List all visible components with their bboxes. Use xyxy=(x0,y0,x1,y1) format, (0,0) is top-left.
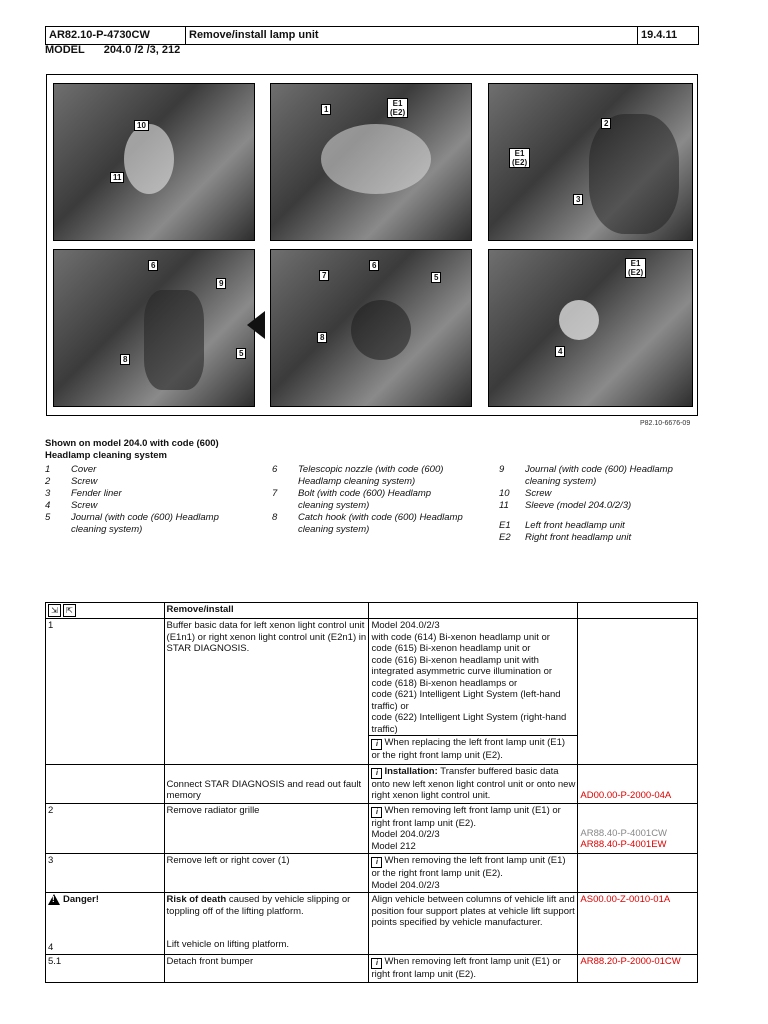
warning-triangle-icon xyxy=(48,894,60,905)
legend-item: 10 Screw xyxy=(499,488,552,499)
figure-reference: P82.10-6676-09 xyxy=(640,420,691,427)
reference-link[interactable]: AR88.40-P-4001CW xyxy=(580,827,668,839)
header-icons-cell xyxy=(46,603,165,619)
legend-item: 1 Cover xyxy=(45,464,97,475)
step-action: Buffer basic data for left xenon light control unit (E1n1) or right xenon light control unit (E2n1) in STAR DIAGNOSIS. xyxy=(164,619,369,765)
legend-item: 4 Screw xyxy=(45,500,98,511)
callout-1: 1 xyxy=(321,104,331,115)
step-ref xyxy=(578,803,698,854)
legend-column-1 xyxy=(45,464,255,536)
header-empty xyxy=(578,603,698,619)
remove-icon: ⇲ xyxy=(48,604,61,617)
direction-arrow xyxy=(247,311,265,339)
legend-column-3 xyxy=(499,464,699,544)
danger-cell: ! Danger! 4 xyxy=(46,893,165,955)
legend-item: 8 Catch hook (with code (600) Headlamp cleaning system) xyxy=(272,512,463,535)
callout-10: 10 xyxy=(134,120,149,131)
step-number xyxy=(46,764,165,803)
table-row xyxy=(46,854,698,893)
step-ref xyxy=(578,955,698,983)
step-action: Risk of death caused by vehicle slipping or toppling off of the lifting platform. Lift vehicle on lifting platform. xyxy=(164,893,369,955)
table-row-danger xyxy=(46,893,698,955)
callout-5-left: 5 xyxy=(236,348,246,359)
step-action: Remove left or right cover (1) xyxy=(164,854,369,893)
photo-fluid-reservoir xyxy=(53,83,255,241)
model-label: MODEL xyxy=(45,44,85,56)
legend-heading-system: Headlamp cleaning system xyxy=(45,450,167,461)
photo-nozzle-closeup xyxy=(53,249,255,407)
install-icon: ⇱ xyxy=(63,604,76,617)
callout-e1-e2-top: E1 (E2) xyxy=(387,98,408,118)
callout-9: 9 xyxy=(216,278,226,289)
callout-4: 4 xyxy=(555,346,565,357)
step-ref xyxy=(578,893,698,955)
legend-item: 6 Telescopic nozzle (with code (600) Headlamp cleaning system) xyxy=(272,464,444,487)
illustration-figure xyxy=(46,74,698,416)
legend-column-2 xyxy=(272,464,467,536)
legend-item: 11 Sleeve (model 204.0/2/3) xyxy=(499,500,632,511)
step-action: Remove radiator grille xyxy=(164,803,369,854)
info-icon: i xyxy=(371,739,382,750)
table-header-row xyxy=(46,603,698,619)
legend-item: 5 Journal (with code (600) Headlamp cleaning system) xyxy=(45,512,219,535)
legend-item: 3 Fender liner xyxy=(45,488,122,499)
model-value: 204.0 /2 /3, 212 xyxy=(103,44,181,56)
legend-item: 2 Screw xyxy=(45,476,98,487)
note-model-codes: Model 204.0/2/3 with code (614) Bi-xenon headlamp unit or code (615) Bi-xenon headlamp unit or code (616) Bi-xenon headlamp unit with integrated asymmetric curve illumination or code (618) Bi-xenon headlamps or code (621) Intelligent Light System (left-hand traffic) or code (622) Intelligent Light System (right-hand traffic) xyxy=(371,620,567,735)
callout-5-mid: 5 xyxy=(431,272,441,283)
step-note: i When removing left front lamp unit (E1) or right front lamp unit (E2). Model 204.0/2/3 Model 212 xyxy=(369,803,578,854)
reference-link[interactable]: AS00.00-Z-0010-01A xyxy=(580,894,671,905)
step-ref xyxy=(578,619,698,765)
table-row xyxy=(46,619,698,765)
photo-lamp-screw xyxy=(488,249,693,407)
legend-item: E2 Right front headlamp unit xyxy=(499,532,632,543)
note-info-row: i When replacing the left front lamp unit (E1) or the right front lamp unit (E2). xyxy=(369,735,577,763)
info-icon: i xyxy=(371,807,382,818)
legend-item: 9 Journal (with code (600) Headlamp cleaning system) xyxy=(499,464,673,487)
callout-3: 3 xyxy=(573,194,583,205)
legend-heading-model: Shown on model 204.0 with code (600) xyxy=(45,438,219,449)
step-note: Align vehicle between columns of vehicle lift and position four support plates at vehicle lift support points specified by vehicle manufacturer. xyxy=(369,893,578,955)
legend-heading xyxy=(45,438,219,462)
callout-7: 7 xyxy=(319,270,329,281)
step-number: 5.1 xyxy=(46,955,165,983)
callout-8-left: 8 xyxy=(120,354,130,365)
table-row xyxy=(46,955,698,983)
info-icon: i xyxy=(371,857,382,868)
callout-8-mid: 8 xyxy=(317,332,327,343)
step-note xyxy=(369,619,578,765)
step-ref xyxy=(578,854,698,893)
callout-e1-e2-right: E1 (E2) xyxy=(509,148,530,168)
reference-link[interactable]: AR88.20-P-2000-01CW xyxy=(580,956,681,967)
document-title: Remove/install lamp unit xyxy=(186,27,638,44)
step-number: 1 xyxy=(46,619,165,765)
callout-6-left: 6 xyxy=(148,260,158,271)
step-action: Connect STAR DIAGNOSIS and read out fault memory xyxy=(164,764,369,803)
photo-fender-liner xyxy=(488,83,693,241)
header-empty xyxy=(369,603,578,619)
step-note: i When removing the left front lamp unit (E1) or the right front lamp unit (E2). Model 204.0/2/3 xyxy=(369,854,578,893)
step-number: 2 xyxy=(46,803,165,854)
header-remove-install: Remove/install xyxy=(164,603,369,619)
legend-item: 7 Bolt (with code (600) Headlamp cleaning system) xyxy=(272,488,432,511)
step-note: i When removing left front lamp unit (E1) or right front lamp unit (E2). xyxy=(369,955,578,983)
table-row xyxy=(46,803,698,854)
model-line xyxy=(45,44,196,56)
legend-item: E1 Left front headlamp unit xyxy=(499,520,625,531)
callout-6-mid: 6 xyxy=(369,260,379,271)
step-ref xyxy=(578,764,698,803)
callout-11: 11 xyxy=(110,172,124,183)
photo-nozzle-assembly xyxy=(270,249,472,407)
step-action: Detach front bumper xyxy=(164,955,369,983)
reference-link[interactable]: AD00.00-P-2000-04A xyxy=(580,790,672,801)
document-date: 19.4.11 xyxy=(641,29,678,41)
reference-link[interactable]: AR88.40-P-4001EW xyxy=(580,839,667,850)
step-number: 3 xyxy=(46,854,165,893)
table-row xyxy=(46,764,698,803)
document-code: AR82.10-P-4730CW xyxy=(46,27,186,44)
step-note: i Installation: Transfer buffered basic data onto new left xenon light control unit or onto new right xenon light control unit. xyxy=(369,764,578,803)
callout-2: 2 xyxy=(601,118,611,129)
document-header xyxy=(45,26,699,45)
callout-e1-e2-lower: E1 (E2) xyxy=(625,258,646,278)
procedure-table xyxy=(45,602,698,983)
info-icon: i xyxy=(371,768,382,779)
legend-spacer xyxy=(499,512,699,520)
info-icon: i xyxy=(371,958,382,969)
step-number: 4 xyxy=(48,941,54,953)
photo-headlamp-overview xyxy=(270,83,472,241)
